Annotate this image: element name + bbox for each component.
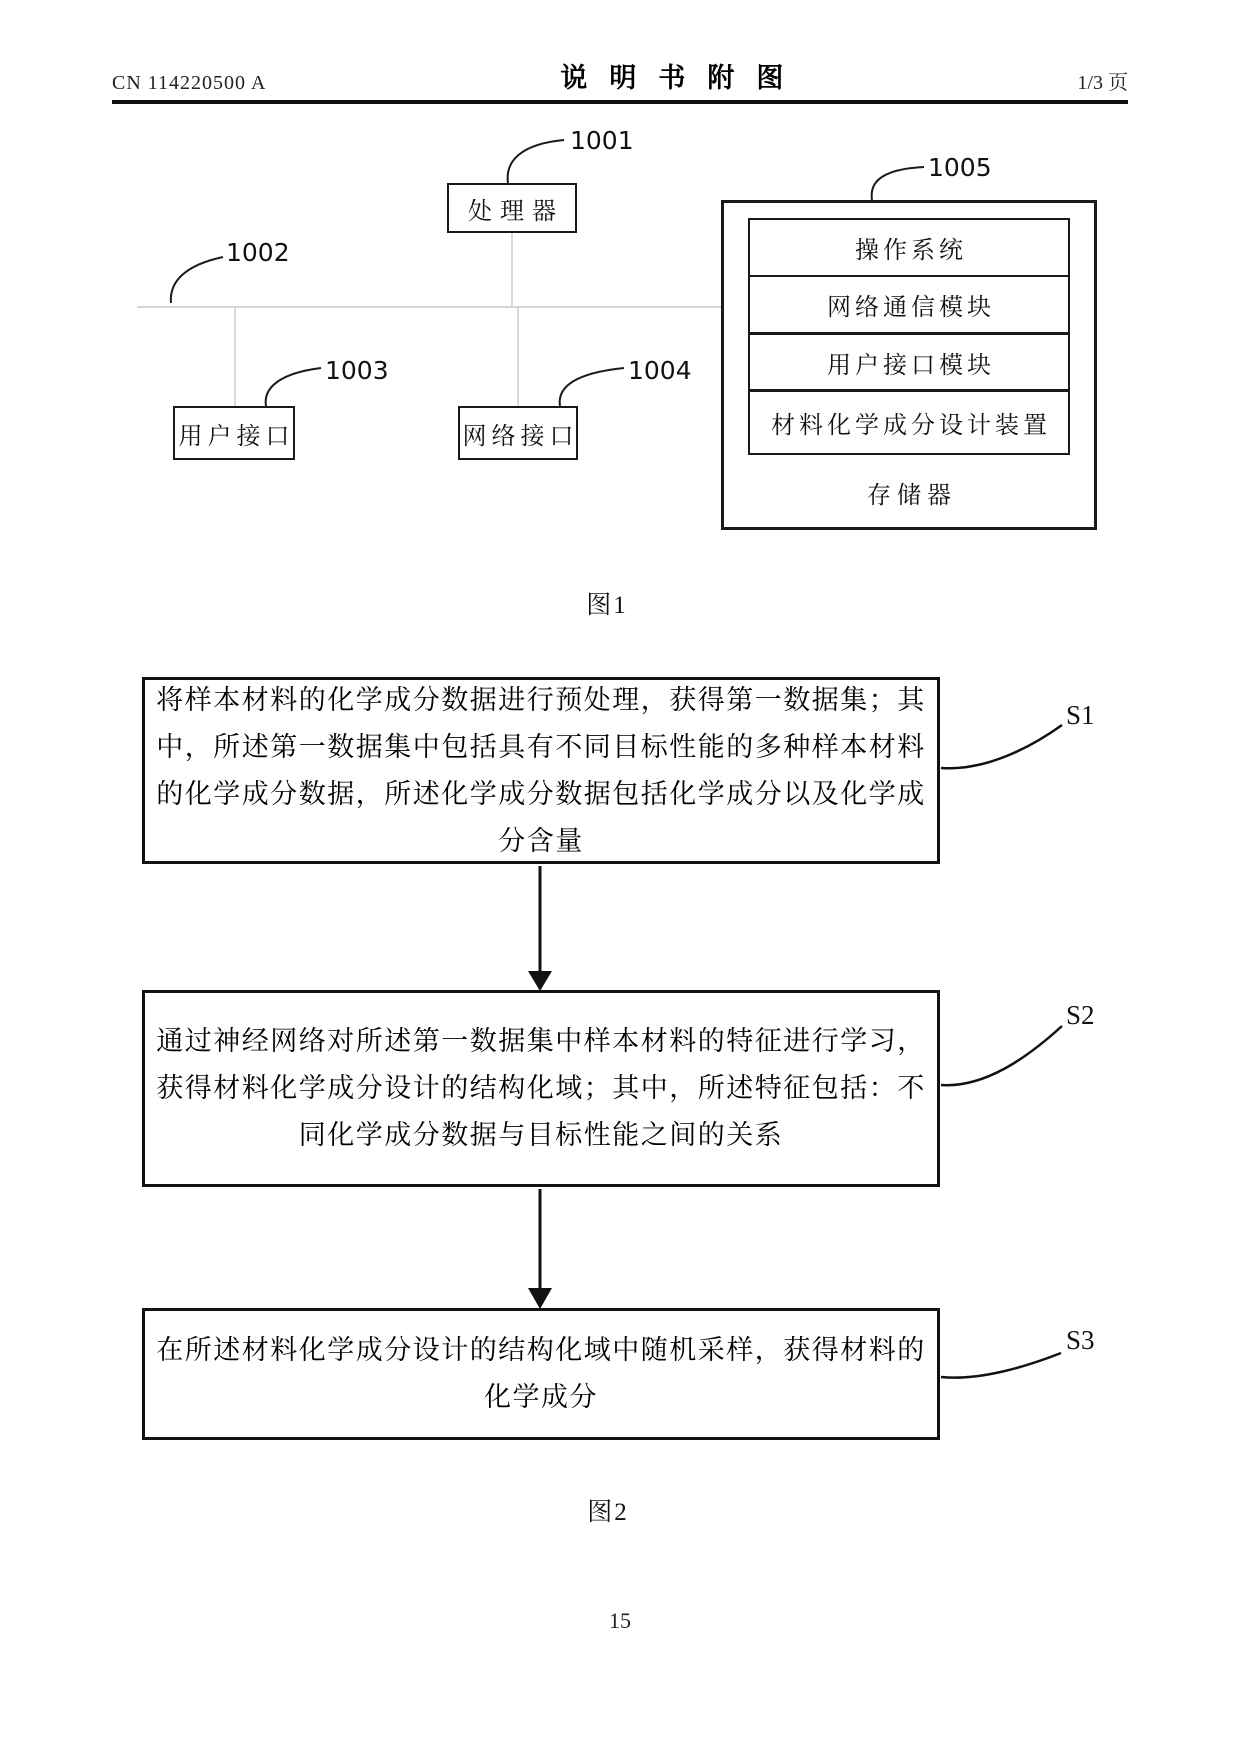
step-s2-text-line: 同化学成分数据与目标性能之间的关系 <box>298 1120 784 1150</box>
ref-number-1005: 1005 <box>928 153 992 182</box>
step-s3-label: S3 <box>1066 1325 1095 1355</box>
step-s1-leader-line <box>941 725 1062 768</box>
user-interface-box: 用户接口 <box>173 406 295 460</box>
memory-module-list <box>748 218 1070 455</box>
figure1-caption: 图1 <box>586 592 628 619</box>
flow-arrow-s2-s3-head <box>528 1288 552 1309</box>
document-title: 说明书附图 <box>560 63 806 93</box>
step-s1-text-line: 中，所述第一数据集中包括具有不同目标性能的多种样本材料 <box>156 731 926 762</box>
ref-1001-leader-line <box>508 140 564 183</box>
flowchart-step-s1-box <box>142 677 940 864</box>
step-s2-leader-line <box>941 1026 1062 1085</box>
ref-1003-leader-line <box>266 368 321 406</box>
patent-number: CN 114220500 A <box>112 72 267 94</box>
figure2-caption: 图2 <box>587 1499 629 1526</box>
flowchart-step-s2-box <box>142 990 940 1187</box>
ref-number-1003: 1003 <box>325 356 389 385</box>
step-s1-text-line: 的化学成分数据，所述化学成分数据包括化学成分以及化学成 <box>156 778 926 809</box>
ref-number-1002: 1002 <box>226 238 290 267</box>
flow-arrow-s1-s2-head <box>528 971 552 991</box>
step-s1-label: S1 <box>1066 700 1095 730</box>
step-s2-text-line: 获得材料化学成分设计的结构化域；其中，所述特征包括：不 <box>156 1073 926 1103</box>
ref-number-1001: 1001 <box>570 126 634 155</box>
memory-module-user-interface: 用户接口模块 <box>750 332 1068 389</box>
step-s3-leader-line <box>941 1353 1061 1378</box>
page-indicator: 1/3 页 <box>1077 72 1128 94</box>
page-number: 15 <box>609 1608 631 1633</box>
memory-module-material-design: 材料化学成分设计装置 <box>750 389 1068 453</box>
memory-box-label: 存储器 <box>867 483 957 509</box>
network-interface-box: 网络接口 <box>458 406 578 460</box>
step-s1-text-line: 分含量 <box>498 825 584 856</box>
ref-1002-leader-line <box>171 257 223 303</box>
step-s3-text-line: 在所述材料化学成分设计的结构化域中随机采样，获得材料的 <box>156 1335 926 1365</box>
flowchart-step-s3-box <box>142 1308 940 1440</box>
step-s3-text-line: 化学成分 <box>484 1382 598 1412</box>
step-s2-label: S2 <box>1066 1000 1095 1030</box>
ref-1005-leader-line <box>872 167 924 200</box>
memory-module-os: 操作系统 <box>855 238 967 264</box>
step-s1-text-line: 将样本材料的化学成分数据进行预处理，获得第一数据集；其 <box>156 684 926 715</box>
ref-number-1004: 1004 <box>628 356 692 385</box>
memory-module-network-comm: 网络通信模块 <box>750 275 1068 332</box>
step-s2-text-line: 通过神经网络对所述第一数据集中样本材料的特征进行学习， <box>156 1026 926 1056</box>
ref-1004-leader-line <box>560 368 624 406</box>
processor-box: 处理器 <box>447 183 577 233</box>
